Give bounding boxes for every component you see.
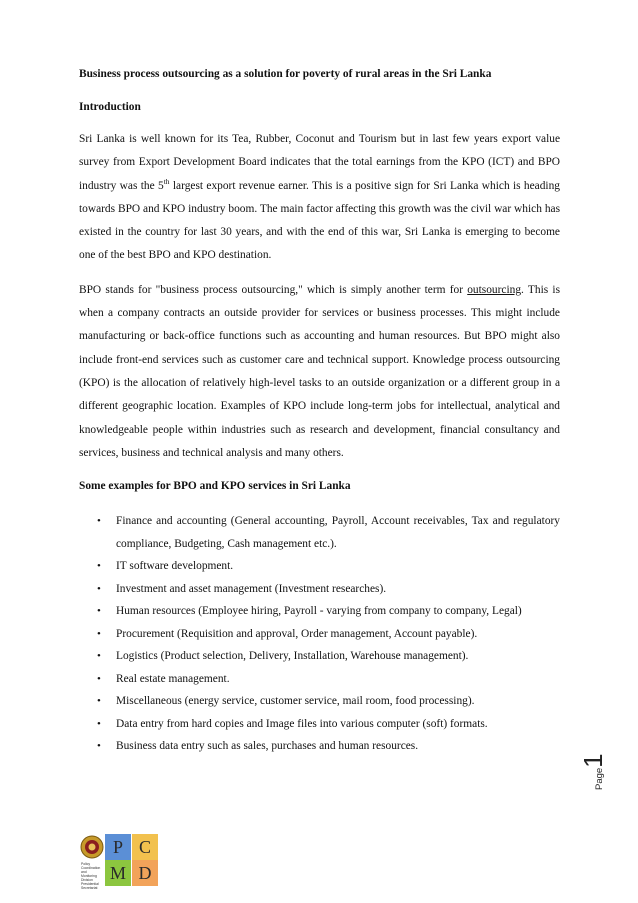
list-item [79,713,560,736]
intro-text-1: Sri Lanka is well known for its Tea, Rubber, Coconut and Tourism but in last few years export value survey from Export Development Board indicates that the total earnings from the KPO (ICT) and BPO industry was the 5 [79,133,560,192]
page-word: Page [594,767,605,790]
logo-letter-m: M [109,862,126,883]
logo-letter-p: P [112,836,123,857]
intro-paragraph [79,128,560,268]
pcmd-logo [80,834,158,890]
bullet-icon: • [97,650,101,663]
intro-heading: Introduction [79,101,141,113]
list-item-text: Data entry from hard copies and Image files into various computer (soft) formats. [116,717,488,730]
logo-caption: Policy Coordination and Monitoring Division Presidential Secretariat [81,862,101,890]
list-item [79,735,560,758]
logo-grid [105,834,158,886]
logo-cell-p [105,834,131,860]
list-item-text: Business data entry such as sales, purchases and human resources. [116,740,419,753]
list-item-text: Procurement (Requisition and approval, Order management, Account payable). [116,627,478,640]
intro-text-2: largest export revenue earner. This is a positive sign for Sri Lanka which is heading towards BPO and KPO industry boom. The main factor affecting this growth was the civil war which has existed in the country for last 30 years, and with the end of this war, Sri Lanka is emerging to become one of the best BPO and KPO destination. [79,179,560,262]
examples-list [79,510,560,758]
document-body [79,58,560,758]
bullet-icon: • [97,717,101,730]
logo-cell-c [132,834,158,860]
list-item [79,600,560,623]
examples-heading: Some examples for BPO and KPO services in Sri Lanka [79,480,351,493]
list-item-text: Human resources (Employee hiring, Payroll - varying from company to company, Legal) [116,605,522,618]
bpo-text-2: . This is when a company contracts an outside provider for services or business processes. This might include manufacturing or back-office functions such as accounting and human resources. But BPO might also include front-end services such as customer care and technical support. Knowledge process outsourcing (KPO) is the allocation of relatively high-level tasks to an outside organization or a different group in a different geographic location. Examples of KPO include long-term jobs for intellectual, analytical and knowledgeable people within industries such as research and development, financial consultancy and services, business and technical analysis and many others. [79,283,560,459]
bullet-icon: • [97,560,101,573]
logo-cell-m [105,860,131,886]
intro-superscript: th [163,176,170,186]
logo-letter-c: C [138,836,151,857]
list-item-text: IT software development. [116,560,234,573]
bpo-text-1: BPO stands for "business process outsourcing," which is simply another term for [79,283,468,296]
list-item [79,645,560,668]
emblem-icon [80,834,104,860]
bullet-icon: • [97,740,101,753]
list-item [79,578,560,601]
page-number-value: 1 [578,753,608,768]
bullet-icon: • [97,582,101,595]
list-item-text: Investment and asset management (Investment researches). [116,582,387,595]
document-title: Business process outsourcing as a solution for poverty of rural areas in the Sri Lanka [79,68,492,80]
bullet-icon: • [97,605,101,618]
list-item [79,668,560,691]
bullet-icon: • [97,627,101,640]
logo-cell-d [132,860,158,886]
list-item [79,690,560,713]
list-item [79,510,560,555]
page-number [580,730,620,790]
list-item [79,555,560,578]
bullet-icon: • [97,672,101,685]
bpo-paragraph [79,279,560,465]
logo-letter-d: D [138,862,152,883]
list-item-text: Logistics (Product selection, Delivery, Installation, Warehouse management). [116,650,469,663]
list-item-text: Finance and accounting (General accounting, Payroll, Account receivables, Tax and regulatory compliance, Budgeting, Cash management etc.). [116,515,560,550]
list-item-text: Miscellaneous (energy service, customer service, mail room, food processing). [116,695,475,708]
list-item-text: Real estate management. [116,672,230,685]
list-item [79,623,560,646]
outsourcing-link[interactable]: outsourcing [467,283,522,296]
bullet-icon: • [97,695,101,708]
bullet-icon: • [97,515,101,528]
